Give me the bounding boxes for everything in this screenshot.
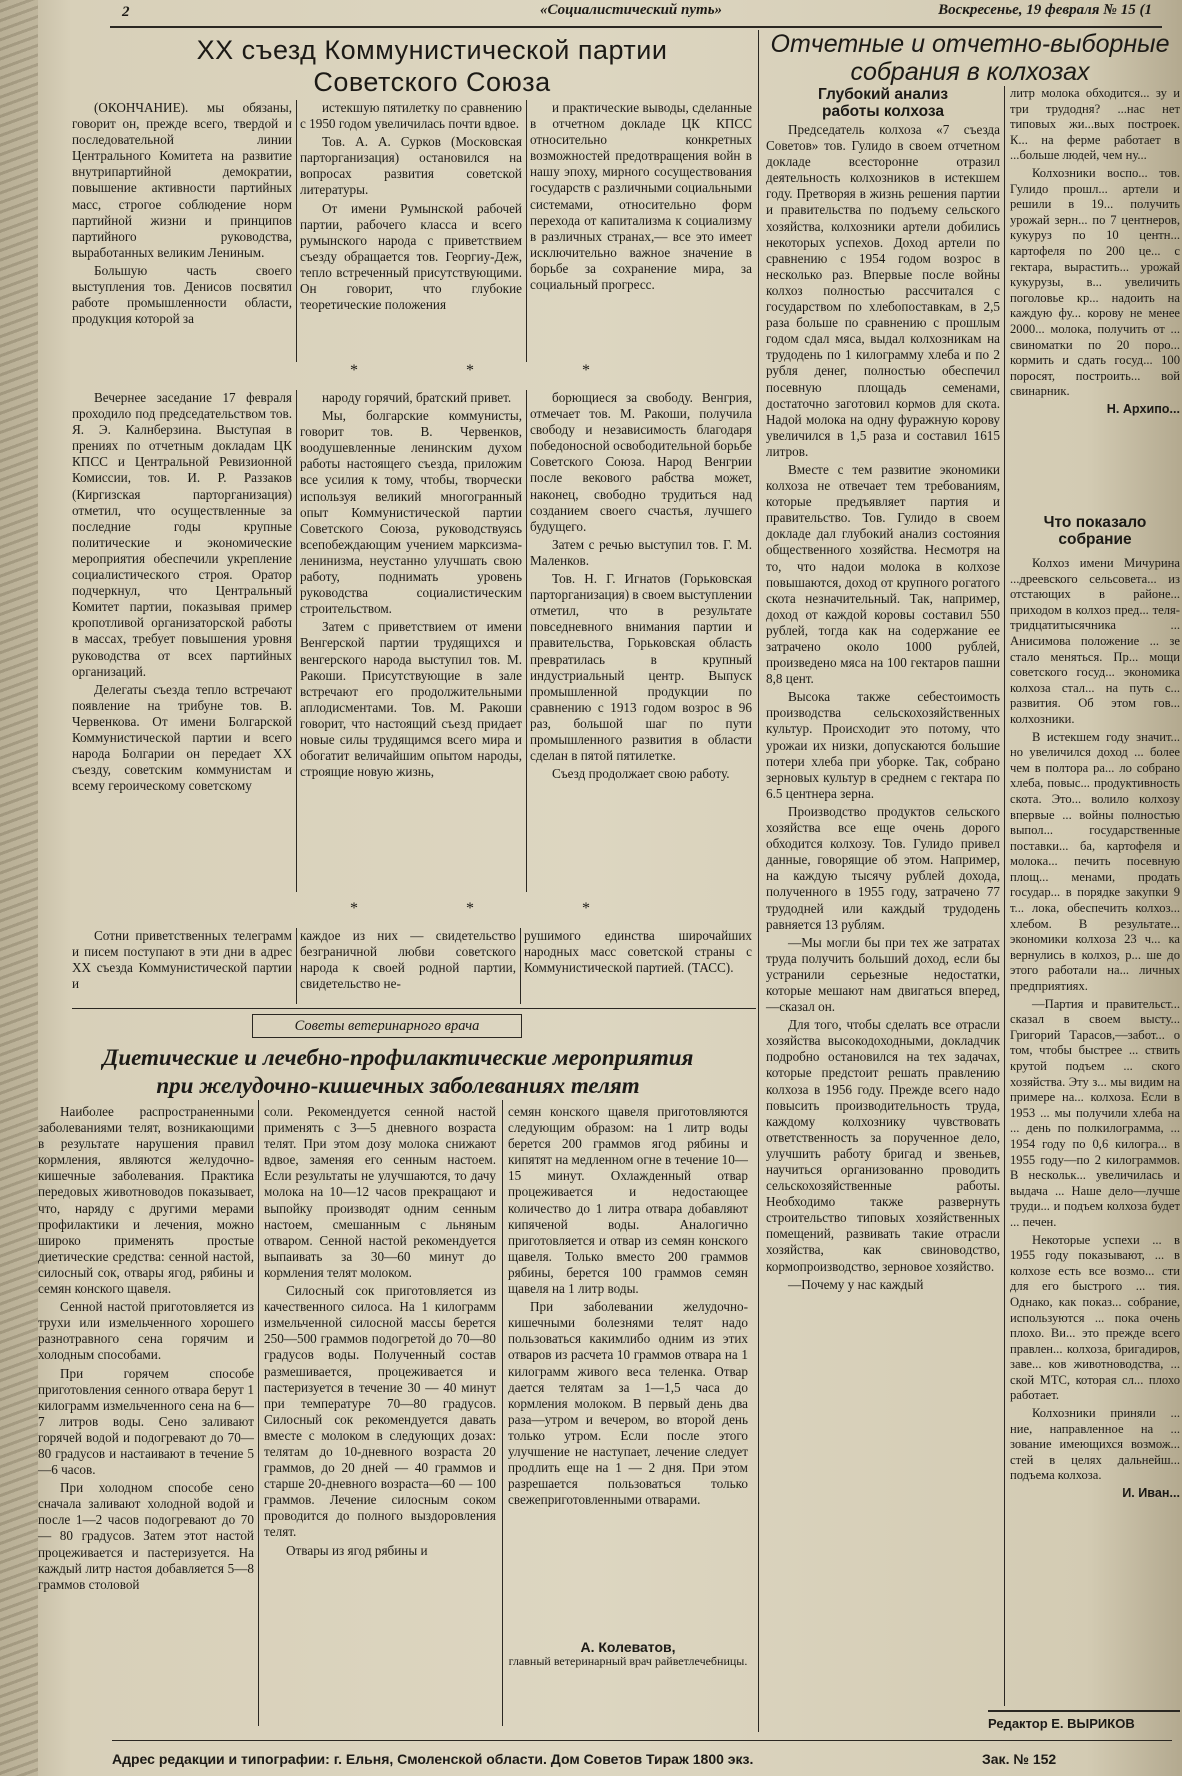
reports-col1-para: Производство продуктов сельского хозяйства все еще очень дорого обходится колхозу. Тов. Гулидо привел данные, говорящие об этом. Например, на каждую тысячу рублей дохода, полученного в 1955 году, затрачено 77 трудодней или каждый трудодень равняется 13 рублям. <box>766 803 1000 932</box>
reports-col2b-para: Колхозники приняли ... ние, направленное на ... зование имеющихся возмож... стей в целях дальнейш... подъема колхоза. <box>1010 1406 1180 1483</box>
congress-col3b-para: борющиеся за свободу. Венгрия, отмечает тов. М. Ракоши, получила свободу и независимость благодаря победоносной освободительной борьбе Советского Союза. Народ Венгрии после векового рабства может, наконец, свободно трудиться над созданием своего счастья, лучшего будущего. <box>530 390 752 534</box>
column-rule <box>520 928 521 1004</box>
footer <box>112 1748 1172 1770</box>
reports-headline <box>760 30 1180 86</box>
column-rule <box>296 100 297 362</box>
vet-headline-line2: при желудочно-кишечных заболеваниях телят <box>156 1073 640 1098</box>
congress-col2-para: Тов. А. А. Сурков (Московская парторганизация) остановился на вопросах развития советской литературы. <box>300 134 522 198</box>
editor-line: Редактор Е. ВЫРИКОВ <box>988 1710 1180 1736</box>
congress-col1b-para: Вечернее заседание 17 февраля проходило под председательством тов. Я. Э. Калнберзина. Выступая в прениях по отчетным докладам ЦК КПСС и Центральной Ревизионной Комиссии, тов. И. Р. Раззаков (Киргизская парторганизация) отметил, что осуществленные за последние годы крупные политические и экономические мероприятия обеспечили укрепление социалистического строя. Оратор подчеркнул, что Центральный Комитет партии, показывая пример кропотливой организаторской работы в массах, требует повышения уровня руководства от всех партийных организаций. <box>72 390 292 679</box>
vet-rubric: Советы ветеринарного врача <box>252 1014 522 1038</box>
vet-col3-para: При заболевании желудочно-кишечными болезнями телят надо пользоваться какимлибо одним из этих отваров из расчета 10 граммов отвара на 1 килограмм живого веса теленка. Отвар дается телятам за 1—1,5 часа до кормления молоком. В первый день два раза—утром и вечером, во второй день только утром. Если после этого улучшение не наступает, лечение следует продлить еще на 1 — 2 дня. При этом разрешается пользоваться только свежеприготовленными отварами. <box>508 1299 748 1508</box>
vet-author-title: главный ветеринарный врач райветлечебницы. <box>508 1654 748 1668</box>
vet-col3-para: семян конского щавеля приготовляются следующим образом: на 1 литр воды берется 200 граммов ягод рябины и кипятят на медленном огне в течение 10—15 минут. Охлажденный отвар процеживается и недостающее количество до 1 литра отвара добавляют кипяченой воды. Аналогично приготовляется и отвар из семян конского щавеля. Только вместо 200 граммов рябины, берется 100 граммов семян щавеля на 1 литр воды. <box>508 1104 748 1297</box>
column-rule <box>296 390 297 892</box>
congress-col2b-para: Мы, болгарские коммунисты, говорит тов. В. Червенков, воодушевленные ленинским духом работы настоящего съезда, приложим все усилия к тому, чтобы, творчески используя великий многогранный опыт Коммунистической партии Советского Союза, руководствуясь всепобеждающим учением марксизма-ленинизма, неустанно улучшать свою работу, поднимать уровень руководства социалистическим строительством. <box>300 408 522 617</box>
congress-col1c <box>72 928 292 992</box>
footer-order-number: Зак. № 152 <box>982 1751 1057 1767</box>
congress-col3b <box>530 390 752 782</box>
vet-author: А. Колеватов, <box>580 1639 676 1655</box>
congress-col2c <box>300 928 516 992</box>
vet-col1 <box>38 1104 254 1593</box>
reports-col2-author: Н. Архипо... <box>1106 401 1180 416</box>
vet-col1-para: Сенной настой приготовляется из трухи или измельченного хорошего разнотравного сена горячим и холодным способами. <box>38 1299 254 1363</box>
column-rule <box>526 100 527 362</box>
page-number: 2 <box>122 4 130 20</box>
reports-col2-para: Колхозники воспо... тов. Гулидо прошл... артели и решили в 19... получить урожай зерн... по 7 центнеров, кукуруз по 10 центн... картофеля по 200 це... с гектара, вырастить... урожай кукурузы, в... увеличить поголовье кр... надоить на каждую фу... корову не менее 2000... молока, получить от ... свиноматки по 20 поро... кормить и сдать госуд... 100 поросят, построить... вой свинарник. <box>1010 165 1180 399</box>
reports-col2b-para: —Партия и правительст... сказал в своем высту... Григорий Тарасов,—забот... о том, чтобы быстрее ... ствить крутой подъем ... ского хозяйства. Эту з... мы видим на примере на... колхоза. Если в 1953 ... мы получили хлеба на ... день по полкилограмма, ... 1954 году по 0,6 килогра... в 1955 году—по 2 килограммов. В нескольк... увеличилась и выдача ... Наше дело—лучше труди... и подъем колхоза будет ... печен. <box>1010 996 1180 1229</box>
reports-col1-para: Для того, чтобы сделать все отрасли хозяйства высокодоходными, докладчик подробно остановился на тех задачах, которые предстоит решать правлению колхоза в 1956 году. Прежде всего надо повысить производительность труда, каждому колхознику чувствовать ответственность за порученное дело, улучшить работу бригад и звеньев, научиться организованно проводить сельскохозяйственные работы. Необходимо также развернуть строительство типовых хозяйственных помещений, развивать такие отрасли хозяйства, как свиноводство, кормопроизводство, зерновое хозяйство. <box>766 1017 1000 1274</box>
reports-col2b-para: Некоторые успехи ... в 1955 году показывают, ... в колхозе есть все возмо... сти для его быстрого ... тия. Однако, как показ... собрание, используются ... пока очень плохо. Ви... это прежде всего правлен... колхоза, бригадиров, заве... ков животноводства, ... ской МТС, которая сл... плохо работает. <box>1010 1232 1180 1403</box>
reports-subheadline2 <box>1010 514 1180 548</box>
reports-col1-para: —Почему у нас каждый <box>788 1276 924 1292</box>
reports-col2b-author: И. Иван... <box>1122 1486 1180 1501</box>
congress-col2b-para: народу горячий, братский привет. <box>322 390 512 405</box>
congress-headline <box>112 34 752 98</box>
congress-col1 <box>72 100 292 327</box>
vet-col1-para: При горячем способе приготовления сенного отвара берут 1 килограмм измельченного сена на 6—7 литров воды. Сено заливают горячей водой и подогревают до 70—80 градусов и настаивают в течение 5—6 часов. <box>38 1365 254 1478</box>
reports-col1-para: —Мы могли бы при тех же затратах труда получить больший доход, если бы устранили серьезные недостатки, которые мешают нам двигаться вперед,—сказал он. <box>766 934 1000 1015</box>
congress-col3-para: и практические выводы, сделанные в отчетном докладе ЦК КПСС относительно конкретных возможностей предотвращения войн в нашу эпоху, мирного сосуществования государств с различными социальными системами, относительно форм перехода от капитализма к социализму в различных странах,— все это имеет исключительно важное значение в борьбе за сохранение мира, за социальный прогресс. <box>530 100 752 293</box>
column-rule <box>502 1100 503 1726</box>
vet-col3 <box>508 1104 748 1508</box>
congress-col1b-para: Делегаты съезда тепло встречают появление на трибуне тов. В. Червенкова. От имени Болгарской Коммунистической партии и всего народа Болгарии он передает XX съезду, советским коммунистам и всему героическому советскому <box>72 681 292 794</box>
section-separator: * * * <box>350 362 642 379</box>
reports-col2 <box>1010 86 1180 417</box>
reports-sub1-line2: работы колхоза <box>822 103 944 120</box>
congress-col3b-para: Тов. Н. Г. Игнатов (Горьковская парторганизация) в своем выступлении отметил, что в результате повседневного внимания партии и правительства, Горьковская область превратилась в крупный индустриальный центр. Выпуск промышленной продукции по сравнению с 1913 годом возрос в 96 раз, большой шаг по пути промышленного развития в области сделан в пятой пятилетке. <box>530 571 752 764</box>
congress-col3 <box>530 100 752 293</box>
reports-subheadline <box>764 86 1002 120</box>
column-rule <box>1004 86 1005 1706</box>
reports-col1-para: Председатель колхоза «7 съезда Советов» тов. Гулидо в своем отчетном докладе всесторонне отразил деятельность колхозников в истекшем году. Претворяя в жизнь решения партии и правительства по подъему сельского хозяйства, колхозники артели добились некоторых успехов. Доход артели по сравнению с 1954 годом возрос в несколько раз. Впервые после войны колхоз полностью рассчитался с государством по хлебопоставкам, в 2,5 раза больше по сравнению с прошлым годом сдал мяса, выдал колхозникам на трудодень по 1 килограмму хлеба и по 2 рубля денег, полностью обеспечил посевную площадь семенами, достаточно заготовил кормов для скота. Надой молока на одну фуражную корову увеличился в 1,5 раза и составил 1615 литров. <box>766 122 1000 459</box>
footer-address: Адрес редакции и типографии: г. Ельня, Смоленской области. Дом Советов Тираж 1800 экз. <box>112 1751 754 1767</box>
congress-headline-line1: XX съезд Коммунистической партии <box>196 35 668 65</box>
vet-headline <box>38 1044 758 1100</box>
congress-col2c-para: каждое из них — свидетельство безграничной любви советского народа к своей родной партии, свидетельство не- <box>300 928 516 992</box>
reports-col2b <box>1010 556 1180 1502</box>
congress-col1b <box>72 390 292 794</box>
footer-rule <box>112 1740 1172 1741</box>
congress-col3b-para: Съезд продолжает свою работу. <box>552 766 730 782</box>
vet-signature <box>508 1640 748 1668</box>
congress-col1-para: (ОКОНЧАНИЕ). мы обязаны, говорит он, прежде всего, твердой и последовательной линии Центрального Комитета на развитие внутрипартийной демократии, повышение активности партийных масс, строгое соблюдение норм партийной жизни и принципов партийного руководства, выработанных великим Лениным. <box>72 100 292 260</box>
reports-col1 <box>766 122 1000 1293</box>
binding-edge <box>0 0 38 1776</box>
congress-col3c <box>524 928 752 976</box>
column-rule <box>296 928 297 1004</box>
congress-col1-para: Большую часть своего выступления тов. Денисов посвятил работе промышленности области, продукция которой за <box>72 262 292 327</box>
masthead <box>110 0 1162 28</box>
congress-col2-para: От имени Румынской рабочей партии, рабочего класса и всего румынского народа с приветствием съезду обращается тов. Георгиу-Деж, тепло встреченный присутствующими. Он говорит, что глубокие теоретические положения <box>300 200 522 313</box>
vet-col2-para: соли. Рекомендуется сенной настой применять с 3—5 дневного возраста телят. При этом дозу молока снижают вдвое, заменяя его сенным настоем. Если результаты не улучшаются, то дачу молока на 10—12 часов прекращают и выпойку производят одним сенным настоем, смешанным с льняным отваром. Сенной настой рекомендуется выпаивать за 30—60 минут до кормления телят молоком. <box>264 1104 496 1280</box>
congress-headline-line2: Советского Союза <box>313 67 551 97</box>
reports-col1-para: Высока также себестоимость производства сельскохозяйственных культур. Происходит это потому, что урожаи их низки, допускаются большие потери хлеба при уборке. Так, собрано зерновых культур в среднем с гектара по 6.5 центнера зерна. <box>766 689 1000 801</box>
congress-col3c-para: рушимого единства широчайших народных масс советской страны с Коммунистической партией. (ТАСС). <box>524 928 752 976</box>
section-separator: * * * <box>350 900 642 917</box>
congress-col2b-para: Затем с приветствием от имени Венгерской партии трудящихся и венгерского народа выступил тов. М. Ракоши. Присутствующие в зале встречают его продолжительными аплодисментами. Тов. М. Ракоши говорит, что настоящий съезд придает новые силы трудящимся всего мира и обогатит величайшим опытом народы, строящие новую жизнь, <box>300 619 522 780</box>
column-rule <box>526 390 527 892</box>
reports-col2b-para: В истекшем году значит... но увеличился доход ... более чем в полтора ра... ло собрано хлеба, повыс... продуктивность скота. Это... волило колхозу впервые ... войны полностью выпол... государственные поставки... ба, картофеля и молока... печить посевную площ... менами, продать государ... в порядке закупки 9 т... лока, обеспечить колхоз... хлебом. В результате... экономики колхоза 23 ч... ка вернулись в колхоз, р... ше до этого работали на... личных предприятиях. <box>1010 729 1180 994</box>
paper-name: «Социалистический путь» <box>540 2 723 18</box>
reports-sub1-line1: Глубокий анализ <box>817 86 949 103</box>
reports-sub2-line2: собрание <box>1058 531 1132 548</box>
issue-date: Воскресенье, 19 февраля № 15 (1 <box>938 2 1152 18</box>
vet-col1-para: При холодном способе сено сначала заливают холодной водой и после 1—2 часов подогревают до 70 — 80 градусов. Затем этот настой процеживается и пастеризуется. На каждый литр настоя добавляется 5—8 граммов столовой <box>38 1480 254 1592</box>
congress-col2b <box>300 390 522 780</box>
reports-headline-line2: собрания в колхозах <box>850 58 1090 86</box>
section-rule <box>72 1008 756 1009</box>
reports-sub2-line1: Что показало <box>1043 514 1147 531</box>
reports-headline-line1: Отчетные и отчетно-выборные <box>770 30 1170 58</box>
congress-col1c-para: Сотни приветственных телеграмм и писем поступают в эти дни в адрес XX съезда Коммунистической партии и <box>72 928 292 992</box>
congress-col2 <box>300 100 522 313</box>
column-rule <box>258 1100 259 1726</box>
vet-col2-para: Силосный сок приготовляется из качественного силоса. На 1 килограмм измельченной силосной массы берется 250—500 граммов подогретой до 70—80 градусов воды. Полученный состав размешивается, процеживается и пастеризуется в течение 30 — 40 минут при температуре 70—80 градусов. Силосный сок рекомендуется давать вместе с молоком в следующих дозах: телятам до 10-дневного возраста 20 граммов, до 20 дней — 40 граммов и старше 20-дневного возраста—60 — 100 граммов. Лечение силосным соком проводится до полного выздоровления телят. <box>264 1283 496 1540</box>
vet-col2-para: Отвары из ягод рябины и <box>286 1542 428 1558</box>
vet-headline-line1: Диетические и лечебно-профилактические мероприятия <box>102 1045 694 1070</box>
congress-col3b-para: Затем с речью выступил тов. Г. М. Маленков. <box>530 536 752 568</box>
vet-col1-para: Наиболее распространенными заболеваниями телят, возникающими в результате нарушения правил кормления, являются желудочно-кишечные заболевания. Практика передовых животноводов показывает, что, наряду с другими мерами профилактики и лечения, можно широко применять простые диетические средства: сенной настой, силосный сок, отвары ягод, рябины и семян конского щавеля. <box>38 1104 254 1297</box>
vet-col2 <box>264 1104 496 1559</box>
column-rule <box>758 30 759 1732</box>
reports-col2b-para: Колхоз имени Мичурина ...дреевского сельсовета... из отстающих в районе... приходом в колхоз пред... теля-тридцатитысячника ... Анисимова положение ... зе стало меняться. Пр... мощи советского госуд... экономика колхоза стал... на путь с... развития. Об этом гов... колхозники. <box>1010 556 1180 726</box>
congress-col2-para: истекшую пятилетку по сравнению с 1950 годом увеличилась почти вдвое. <box>300 100 522 132</box>
reports-col2-para: литр молока обходится... зу и три трудодня? ...нас нет типовых жи...вых построек. К... на ферме работает в ...больше людей, чем ну... <box>1010 86 1180 163</box>
reports-col1-para: Вместе с тем развитие экономики колхоза не отвечает тем требованиям, которые предъявляет партия и правительство. Тов. Гулидо в своем докладе дал глубокий анализ состояния общественного хозяйства. Несмотря на то, что надои молока в колхозе повышаются, доход от крупного рогатого скота незначительный. Так, например, доход от каждой коровы составил 550 рублей, тогда как на содержание ее затрачено около 1000 рублей, произведено мяса на 100 гектаров пашни 8,8 цент. <box>766 461 1000 687</box>
